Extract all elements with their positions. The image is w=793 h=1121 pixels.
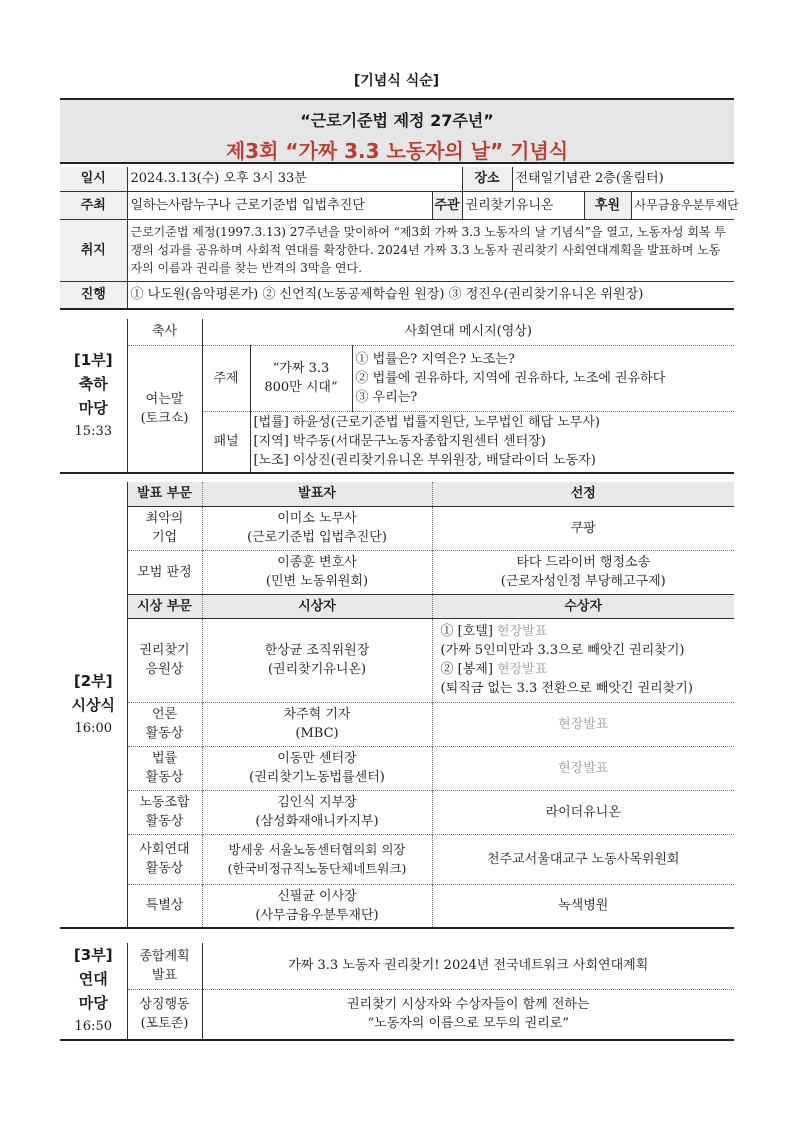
purpose-value: 근로기준법 제정(1997.3.13) 27주년을 맞이하여 “제3회 가짜 3.3 노동자의 날 기념식”을 열고, 노동자성 회복 투쟁의 성과를 공유하며 사회적 연대를 확장한다. 2024년 가짜 3.3 노동자 권리찾기 사회연대계획을 발표하며 노동자의 이름과 권리를 찾는 반격의 3막을 연다. (127, 219, 734, 281)
award-category-a: 법률 (151, 751, 178, 766)
announce-presenter-a: 이미소 노무사 (277, 511, 357, 526)
award-presenter (202, 746, 432, 790)
part1-table (60, 319, 734, 474)
award-category (127, 790, 202, 834)
part3-title-b: 연대 (78, 970, 108, 988)
announce-selection-a: 쿠팡 (570, 520, 596, 536)
plan-value: 가짜 3.3 노동자 권리찾기! 2024년 전국네트워크 사회연대계획 (202, 943, 734, 989)
award-category-b: 활동상 (145, 770, 184, 785)
award-category-b: 응원상 (145, 662, 184, 677)
winner-hotel: ① [호텔] (440, 624, 493, 639)
award-winner (432, 618, 734, 702)
theme-item: ② 법률에 권유하다, 지역에 권유하다, 노조에 권유하다 (355, 370, 666, 386)
theme-name (250, 345, 352, 411)
award-presenter (202, 834, 432, 884)
award-category (127, 618, 202, 702)
theme-name-a: “가짜 3.3 (272, 361, 330, 376)
theme-item: ③ 우리는? (355, 389, 418, 405)
award-presenter (202, 702, 432, 746)
award-presenter-a: 차주혁 기자 (283, 707, 351, 722)
award-presenter-b: (한국비정규직노동단체네트워크) (227, 861, 407, 876)
award-category-b: 활동상 (145, 814, 184, 829)
announce-category: 모범 판정 (127, 550, 202, 594)
award-presenter-b: (권리찾기유니온) (267, 662, 367, 677)
award-presenter-b: (MBC) (295, 726, 339, 741)
award-presenter-a: 김인식 지부장 (277, 795, 357, 810)
part2-time: 16:00 (74, 720, 112, 736)
part1-title-c: 마당 (78, 398, 108, 417)
announce-category-b: 기업 (151, 530, 178, 545)
award-col-winner: 수상자 (432, 594, 734, 618)
host-label: 주최 (60, 191, 127, 219)
announce-presenter-b: (민변 노동위원회) (265, 574, 369, 589)
opening-label-a: 여는말 (145, 391, 184, 407)
award-category-a: 사회연대 (139, 842, 190, 857)
opening-label (127, 345, 202, 473)
award-category-a: 권리찾기 (139, 643, 190, 658)
winner-hotel-desc: (가짜 5인미만과 3.3으로 빼앗긴 권리찾기) (440, 643, 685, 658)
panel-items (250, 411, 734, 473)
award-presenter-b: (삼성화재애니카지부) (255, 814, 379, 829)
announce-selection (432, 550, 734, 594)
winner-sewing: ② [봉제] (440, 662, 493, 677)
panel-item: [법률] 하윤성(근로기준법 법률지원단, 노무법인 해답 노무사) (253, 415, 600, 431)
host-value: 일하는사람누구나 근로기준법 입법추진단 (127, 191, 432, 219)
part2-title-a: [2부] (73, 671, 113, 690)
part3-table (60, 943, 734, 1041)
congrats-label: 축사 (127, 319, 202, 345)
part3-time: 16:50 (74, 1019, 112, 1034)
announce-col-presenter: 발표자 (202, 482, 432, 506)
award-presenter-a: 방세웅 서울노동센터협의회 의장 (228, 842, 406, 857)
announce-selection-a: 타다 드라이버 행정소송 (516, 555, 651, 570)
plan-label-b: 발표 (151, 967, 178, 983)
award-category-b: 활동상 (145, 726, 184, 741)
symbol-value (202, 989, 734, 1040)
place-label: 장소 (462, 167, 512, 191)
announce-col-category: 발표 부문 (127, 482, 202, 506)
mc-label: 진행 (60, 281, 127, 309)
banner-title: 제3회 “가짜 3.3 노동자의 날” 기념식 (225, 139, 569, 163)
banner-subtitle: “근로기준법 제정 27주년” (300, 111, 494, 130)
award-presenter-b: (권리찾기노동법률센터) (249, 770, 385, 785)
part3-title (60, 943, 127, 1040)
award-winner: 천주교서울대교구 노동사목위원회 (432, 834, 734, 884)
award-winner: 현장발표 (432, 702, 734, 746)
award-winner: 라이더유니온 (432, 790, 734, 834)
symbol-label (127, 989, 202, 1040)
announce-category (127, 506, 202, 550)
part1-time: 15:33 (74, 423, 112, 439)
part2-table (60, 482, 734, 929)
winner-sewing-desc: (퇴직금 없는 3.3 전환으로 빼앗긴 권리찾기) (440, 681, 693, 696)
award-winner: 현장발표 (432, 746, 734, 790)
organizer-label: 주관 (432, 191, 462, 219)
sponsor-label: 후원 (584, 191, 631, 219)
symbol-value-a: 권리찾기 시상자와 수상자들이 함께 전하는 (346, 997, 590, 1013)
part2-title (60, 482, 127, 928)
info-table (60, 167, 739, 310)
panel-item: [노조] 이상진(권리찾기유니온 부위원장, 배달라이더 노동자) (253, 453, 596, 469)
panel-item: [지역] 박주동(서대문구노동자종합지원센터 센터장) (253, 434, 546, 450)
symbol-label-a: 상징행동 (139, 997, 190, 1013)
part1-title-b: 축하 (78, 374, 108, 393)
plan-label-a: 종합계획 (139, 948, 190, 964)
announce-presenter-a: 이종훈 변호사 (277, 555, 357, 570)
part1-title-a: [1부] (73, 350, 113, 369)
purpose-label: 취지 (60, 219, 127, 281)
award-presenter (202, 618, 432, 702)
part3-title-a: [3부] (73, 946, 113, 964)
symbol-value-b: “노동자의 이름으로 모두의 권리로” (367, 1016, 569, 1032)
award-category (127, 702, 202, 746)
mc-value: ① 나도원(음악평론가) ② 신언직(노동공제학습원 원장) ③ 정진우(권리찾기유니온 위원장) (127, 281, 734, 309)
award-col-presenter: 시상자 (202, 594, 432, 618)
award-category: 특별상 (127, 884, 202, 928)
award-presenter-b: (사무금융우분투재단) (255, 907, 379, 923)
award-winner: 녹색병원 (432, 884, 734, 928)
award-presenter-a: 이동만 센터장 (277, 751, 357, 766)
panel-label: 패널 (202, 411, 250, 473)
award-presenter-a: 한상균 조직위원장 (264, 643, 370, 658)
award-category-a: 언론 (151, 707, 178, 722)
opening-label-b: (토크쇼) (140, 410, 189, 426)
part1-title (60, 319, 127, 473)
award-category (127, 834, 202, 884)
congrats-value: 사회연대 메시지(영상) (202, 319, 734, 345)
announce-selection-b: (근로자성인정 부당해고구제) (500, 574, 666, 589)
award-presenter-a: 신필균 이사장 (277, 888, 357, 904)
announce-col-selection: 선정 (432, 482, 734, 506)
award-col-category: 시상 부문 (127, 594, 202, 618)
onsite-note: 현장발표 (497, 624, 548, 639)
award-category-b: 활동상 (145, 861, 184, 876)
theme-item: ① 법률은? 지역은? 노조는? (355, 351, 515, 367)
date-value: 2024.3.13(수) 오후 3시 33분 (127, 167, 462, 191)
onsite-note: 현장발표 (497, 662, 548, 677)
plan-label (127, 943, 202, 989)
theme-name-b: 800만 시대” (264, 380, 338, 395)
announce-presenter (202, 550, 432, 594)
part2-title-b: 시상식 (71, 695, 115, 714)
award-category (127, 746, 202, 790)
theme-label: 주제 (202, 345, 250, 411)
organizer-value: 권리찾기유니온 (462, 191, 584, 219)
symbol-label-b: (포토존) (140, 1016, 189, 1032)
event-banner (60, 98, 734, 164)
award-presenter (202, 790, 432, 834)
announce-selection (432, 506, 734, 550)
announce-category-a: 최악의 (145, 511, 184, 526)
theme-items (352, 345, 734, 411)
announce-presenter-b: (근로기준법 입법추진단) (247, 530, 387, 545)
award-category-a: 노동조합 (139, 795, 190, 810)
place-value: 전태일기념관 2층(울림터) (512, 167, 734, 191)
award-presenter (202, 884, 432, 928)
announce-presenter (202, 506, 432, 550)
document-title: [기념식 식순] (353, 73, 440, 89)
sponsor-value: 사무금융우분투재단 (631, 191, 734, 219)
part3-title-c: 마당 (78, 994, 108, 1012)
date-label: 일시 (60, 167, 127, 191)
